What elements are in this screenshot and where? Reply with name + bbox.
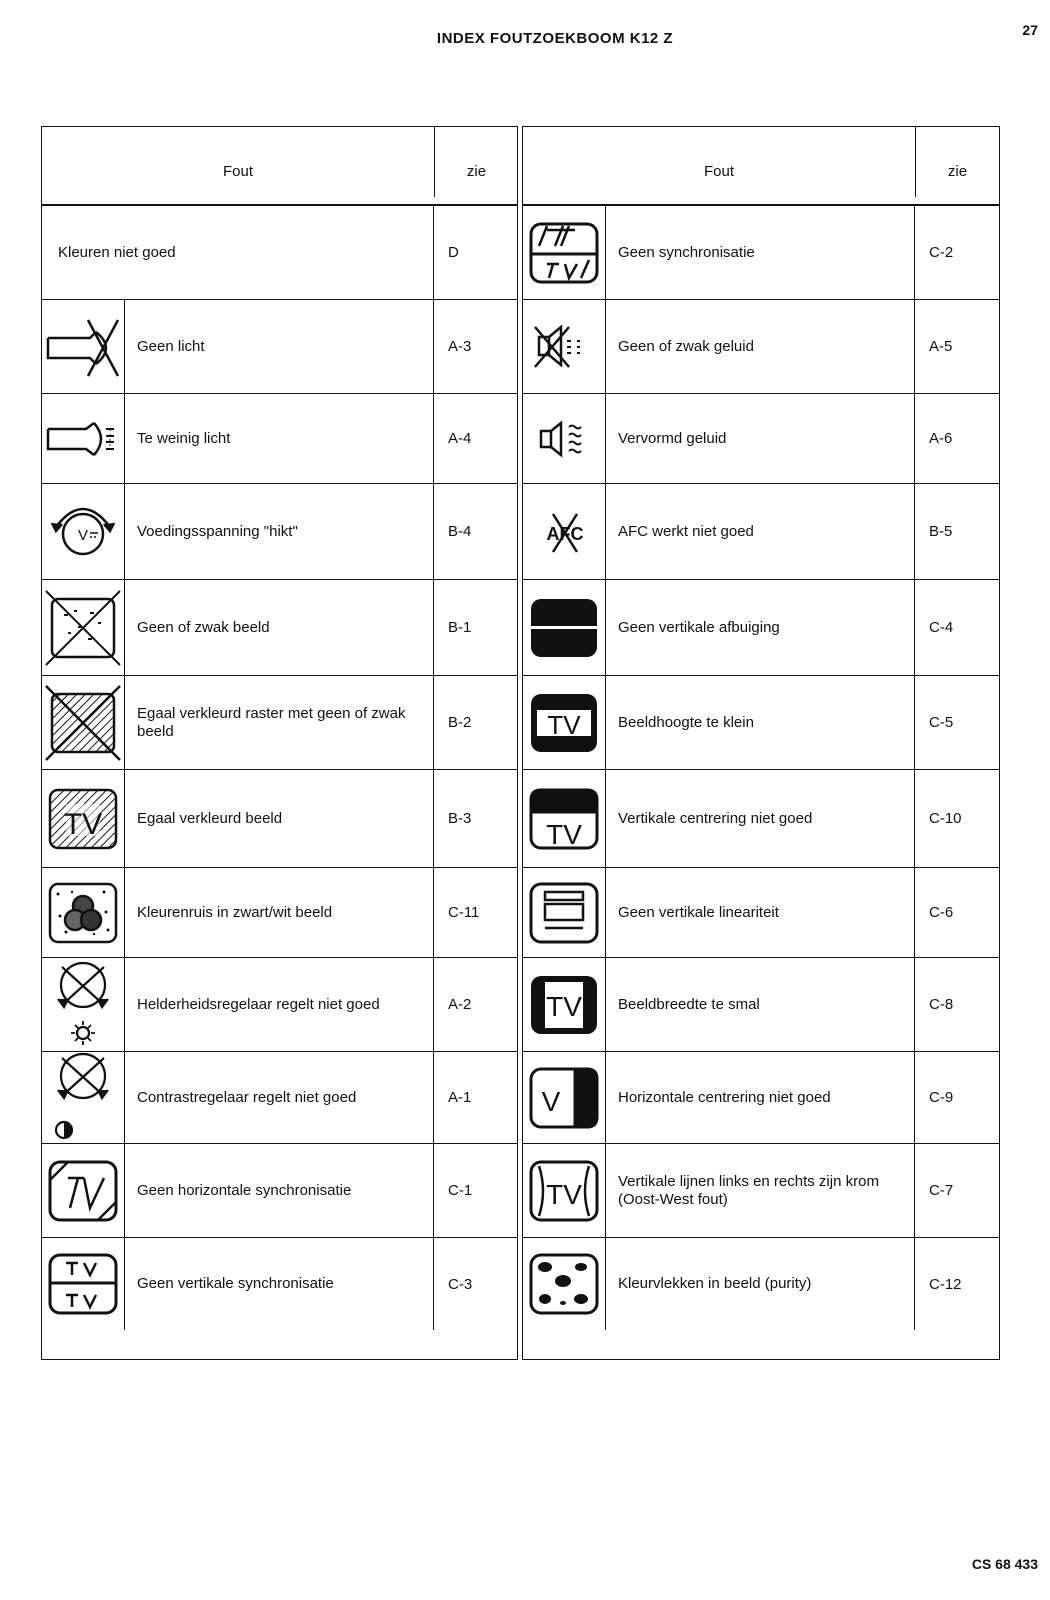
fault-ref: C-4 (914, 580, 999, 675)
fault-text: Helderheidsregelaar regelt niet goed (124, 958, 433, 1051)
column-header-fault: Fout (222, 163, 253, 180)
svg-text:V: V (541, 1085, 561, 1117)
lamp-dim-icon (42, 394, 124, 483)
fault-text: Geen horizontale synchronisatie (124, 1144, 433, 1237)
table-row (42, 579, 517, 675)
table-row (42, 957, 517, 1051)
fault-text: Geen vertikale afbuiging (605, 580, 914, 675)
screen-hatched-crossed-icon (42, 676, 124, 769)
fault-text: Voedingsspanning "hikt" (124, 484, 433, 579)
table-row (42, 1143, 517, 1237)
svg-text:V: V (77, 526, 89, 544)
table-row (42, 1237, 517, 1359)
color-noise-icon (42, 868, 124, 957)
fault-ref: A-4 (433, 394, 517, 483)
document-code: CS 68 433 (971, 1556, 1038, 1572)
fault-text: Egaal verkleurd beeld (124, 770, 433, 867)
tv-no-sync-icon (523, 206, 605, 299)
tv-offset-horizontal-icon (523, 1052, 605, 1143)
table-row (523, 579, 999, 675)
page-number: 27 (1022, 22, 1038, 38)
tv-offset-vertical-icon (523, 770, 605, 867)
tv-rolling-icon (42, 1238, 124, 1330)
fault-ref: C-2 (914, 206, 999, 299)
table-row (523, 1051, 999, 1143)
fault-ref: A-3 (433, 300, 517, 393)
table-row (523, 1143, 999, 1237)
fault-ref: A-6 (914, 394, 999, 483)
table-header (523, 127, 999, 197)
fault-ref: C-1 (433, 1144, 517, 1237)
afc-crossed-icon (523, 484, 605, 579)
fault-text: Beeldhoogte te klein (605, 676, 914, 769)
fault-text: AFC werkt niet goed (605, 484, 914, 579)
vertical-linearity-icon (523, 868, 605, 957)
fault-text: Kleuren niet goed (58, 243, 176, 261)
page-title: INDEX FOUTZOEKBOOM K12 Z (436, 30, 674, 47)
svg-text:TV: TV (546, 1178, 582, 1210)
fault-table-left (41, 126, 518, 1360)
fault-text: Vertikale centrering niet goed (605, 770, 914, 867)
fault-text: Kleurvlekken in beeld (purity) (605, 1238, 914, 1330)
fault-ref: C-3 (433, 1238, 517, 1330)
table-row (523, 675, 999, 769)
speaker-crossed-icon (523, 300, 605, 393)
fault-text: Egaal verkleurd raster met geen of zwak beeld (124, 676, 433, 769)
contrast-knob-icon (42, 1052, 124, 1143)
column-header-fault: Fout (703, 163, 734, 180)
fault-ref: C-11 (433, 868, 517, 957)
table-row (42, 483, 517, 579)
tv-slanted-icon (42, 1144, 124, 1237)
fault-text: Beeldbreedte te smal (605, 958, 914, 1051)
table-row (42, 299, 517, 393)
fault-ref: A-5 (914, 300, 999, 393)
fault-text: Te weinig licht (124, 394, 433, 483)
table-row (523, 205, 999, 299)
table-row (523, 957, 999, 1051)
fault-ref: C-7 (914, 1144, 999, 1237)
fault-text: Geen vertikale synchronisatie (124, 1238, 433, 1330)
svg-text:TV: TV (546, 990, 582, 1022)
svg-text:TV: TV (63, 807, 103, 841)
fault-ref: C-8 (914, 958, 999, 1051)
fault-ref: C-12 (914, 1238, 999, 1330)
brightness-knob-icon (42, 958, 124, 1051)
fault-text: Vervormd geluid (605, 394, 914, 483)
fault-ref: C-5 (914, 676, 999, 769)
tv-pincushion-icon (523, 1144, 605, 1237)
fault-text: Geen vertikale lineariteit (605, 868, 914, 957)
svg-text:TV: TV (546, 818, 582, 850)
table-row (42, 769, 517, 867)
fault-ref: A-2 (433, 958, 517, 1051)
screen-crossed-icon (42, 580, 124, 675)
fault-table-right (522, 126, 1000, 1360)
voltage-hiccup-icon (42, 484, 124, 579)
table-row (523, 1237, 999, 1359)
fault-ref: B-5 (914, 484, 999, 579)
fault-text: Geen of zwak geluid (605, 300, 914, 393)
fault-text: Geen licht (124, 300, 433, 393)
column-header-ref: zie (915, 127, 999, 197)
fault-ref: C-10 (914, 770, 999, 867)
fault-text: Horizontale centrering niet goed (605, 1052, 914, 1143)
table-row (42, 393, 517, 483)
table-row (523, 299, 999, 393)
lamp-crossed-icon (42, 300, 124, 393)
fault-ref: B-3 (433, 770, 517, 867)
svg-text:AFC: AFC (546, 523, 584, 544)
fault-ref: D (433, 206, 517, 299)
fault-ref: A-1 (433, 1052, 517, 1143)
fault-ref: B-1 (433, 580, 517, 675)
fault-ref: C-9 (914, 1052, 999, 1143)
table-row (42, 205, 517, 299)
fault-ref: B-4 (433, 484, 517, 579)
table-row (42, 675, 517, 769)
column-header-ref: zie (434, 127, 518, 197)
vertical-line-icon (523, 580, 605, 675)
table-row (42, 1051, 517, 1143)
table-row (523, 393, 999, 483)
fault-text: Geen of zwak beeld (124, 580, 433, 675)
table-row (42, 867, 517, 957)
table-row (523, 483, 999, 579)
fault-text: Vertikale lijnen links en rechts zijn krom (Oost-West fout) (605, 1144, 914, 1237)
fault-ref: B-2 (433, 676, 517, 769)
svg-text:TV: TV (547, 709, 581, 740)
fault-text: Contrastregelaar regelt niet goed (124, 1052, 433, 1143)
tv-narrow-icon (523, 958, 605, 1051)
fault-text: Kleurenruis in zwart/wit beeld (124, 868, 433, 957)
table-row (523, 769, 999, 867)
table-row (523, 867, 999, 957)
table-header (42, 127, 517, 197)
screen-hatched-tv-icon (42, 770, 124, 867)
speaker-distorted-icon (523, 394, 605, 483)
fault-text: Geen synchronisatie (605, 206, 914, 299)
fault-ref: C-6 (914, 868, 999, 957)
tv-small-height-icon (523, 676, 605, 769)
purity-spots-icon (523, 1238, 605, 1330)
